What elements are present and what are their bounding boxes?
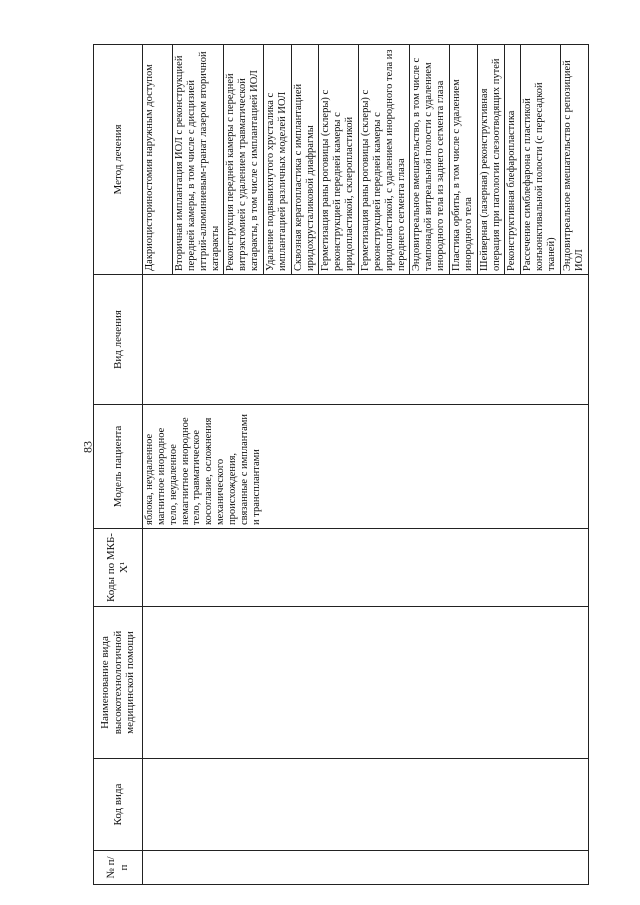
method-item: Удаление подвывихнутого хрусталика с имплантацией различных моделей ИОЛ bbox=[264, 45, 292, 274]
table-row bbox=[143, 45, 589, 885]
method-item: Рассечение симблефарона с пластикой конъюнктивальной полости (с пересадкой тканей) bbox=[521, 45, 561, 274]
method-item: Вторичная имплантация ИОЛ с реконструкцией передней камеры, в том числе с дисцизией иттрий-алюминиевым-гранат лазером вторичной катаракты bbox=[173, 45, 224, 274]
patient-model-text: яблока, неудаленное магнитное инородное тело, неудаленное немагнитное инородное тело, травматическое косоглазие, осложнения механического происхождения, связанные с имплантами и трансплантами bbox=[144, 413, 262, 525]
method-item: Реконструкция передней камеры с передней витрэктомией с удалением травматической катаракты, в том числе с имплантацией ИОЛ bbox=[224, 45, 264, 274]
cell-treatment-methods bbox=[143, 45, 589, 275]
method-item: Сквозная кератопластика с имплантацией иридохрусталиковой диафрагмы bbox=[292, 45, 320, 274]
rotated-page-content bbox=[93, 45, 605, 885]
header-number: № п/п bbox=[94, 851, 143, 885]
table-header-row bbox=[94, 45, 143, 885]
cell-code bbox=[143, 759, 589, 851]
header-care-type-name: Наименование вида высокотехнологичной медицинской помощи bbox=[94, 607, 143, 759]
page-number: 83 bbox=[80, 441, 95, 453]
header-treatment-method: Метод лечения bbox=[94, 45, 143, 275]
cell-number bbox=[143, 851, 589, 885]
treatment-methods-table bbox=[93, 44, 589, 885]
method-item: Герметизация раны роговицы (склеры) с реконструкцией передней камеры с иридопластикой, склеропластикой bbox=[319, 45, 359, 274]
method-item: Дакриоцисториностомия наружным доступом bbox=[143, 45, 173, 274]
method-item: Шейверная (лазерная) реконструктивная операция при патологии слезоотводящих путей bbox=[478, 45, 506, 274]
cell-icd-codes bbox=[143, 529, 589, 607]
header-code: Код вида bbox=[94, 759, 143, 851]
cell-care-type-name bbox=[143, 607, 589, 759]
method-item: Эндовитреальное вмешательство с репозицией ИОЛ bbox=[561, 60, 585, 271]
header-treatment-type: Вид лечения bbox=[94, 275, 143, 405]
header-icd-codes: Коды по МКБ-X¹ bbox=[94, 529, 143, 607]
method-item: Реконструктивная блефаропластика bbox=[505, 45, 521, 274]
cell-patient-model bbox=[143, 405, 589, 529]
header-patient-model: Модель пациента bbox=[94, 405, 143, 529]
method-item: Эндовитреальное вмешательство, в том числе с тампонадой витреальной полости с удалением инородного тела из заднего сегмента глаза bbox=[410, 45, 450, 274]
method-item: Герметизация раны роговицы (склеры) с реконструкцией передней камеры с иридопластикой, с удалением инородного тела из переднего сегмента глаза bbox=[359, 45, 410, 274]
cell-treatment-type bbox=[143, 275, 589, 405]
method-item: Пластика орбиты, в том числе с удалением инородного тела bbox=[450, 45, 478, 274]
